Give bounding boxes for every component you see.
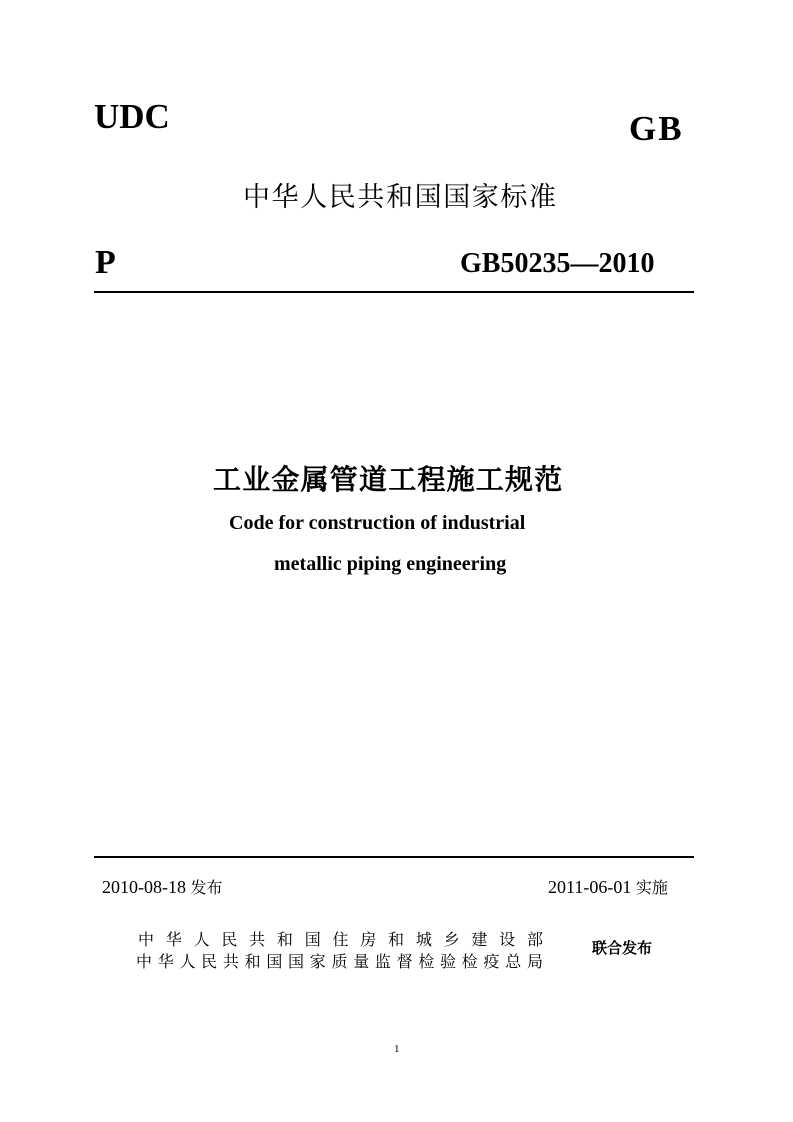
issuer-char: 量 (353, 952, 370, 971)
issuer-char: 中 (138, 930, 155, 949)
issuer-char: 家 (309, 952, 326, 971)
issuer-char: 检 (461, 952, 478, 971)
effective-date-value: 2011-06-01 (548, 877, 632, 897)
issuer-aqsiq (136, 952, 543, 972)
issuer-char: 监 (374, 952, 391, 971)
footer-divider (94, 856, 694, 858)
issuer-char: 验 (440, 952, 457, 971)
document-title-english-line-2: metallic piping engineering (274, 553, 507, 575)
issuer-char: 设 (499, 930, 516, 949)
issuer-char: 疫 (483, 952, 500, 971)
issuer-char: 民 (201, 952, 218, 971)
document-title-chinese: 工业金属管道工程施工规范 (213, 463, 564, 496)
issuer-char: 华 (165, 930, 182, 949)
standard-number: GB50235—2010 (460, 248, 655, 279)
issuer-char: 住 (332, 930, 349, 949)
gb-mark: GB (629, 109, 684, 148)
issuer-char: 中 (136, 952, 153, 971)
issuer-char: 乡 (443, 930, 460, 949)
issuer-char: 和 (276, 930, 293, 949)
issuer-char: 建 (471, 930, 488, 949)
issuer-char: 国 (304, 930, 321, 949)
issuer-char: 华 (157, 952, 174, 971)
issuer-char: 和 (244, 952, 261, 971)
effective-date-label: 实施 (635, 878, 668, 897)
issuer-char: 共 (222, 952, 239, 971)
issue-date-value: 2010-08-18 (102, 877, 186, 897)
issuer-char: 部 (526, 930, 543, 949)
issuer-char: 检 (418, 952, 435, 971)
issuer-char: 城 (415, 930, 432, 949)
issuer-char: 民 (221, 930, 238, 949)
national-standard-heading: 中华人民共和国国家标准 (243, 182, 558, 213)
issuer-char: 人 (179, 952, 196, 971)
category-code: P (95, 244, 116, 281)
udc-label: UDC (94, 97, 170, 136)
issuer-ministry-housing (138, 930, 543, 950)
issuer-char: 共 (249, 930, 266, 949)
issuer-char: 国 (288, 952, 305, 971)
issuer-char: 国 (266, 952, 283, 971)
document-title-english-line-1: Code for construction of industrial (229, 512, 526, 534)
effective-date (548, 876, 668, 899)
issuer-char: 局 (526, 952, 543, 971)
page-number: 1 (394, 1043, 400, 1055)
issuer-char: 和 (388, 930, 405, 949)
issue-date-label: 发布 (190, 878, 223, 897)
issuer-char: 人 (193, 930, 210, 949)
issuer-char: 总 (505, 952, 522, 971)
joint-release-label: 联合发布 (592, 939, 653, 957)
header-divider (94, 291, 694, 293)
issue-date (102, 876, 223, 899)
issuer-char: 督 (396, 952, 413, 971)
issuer-char: 房 (360, 930, 377, 949)
issuer-char: 质 (331, 952, 348, 971)
